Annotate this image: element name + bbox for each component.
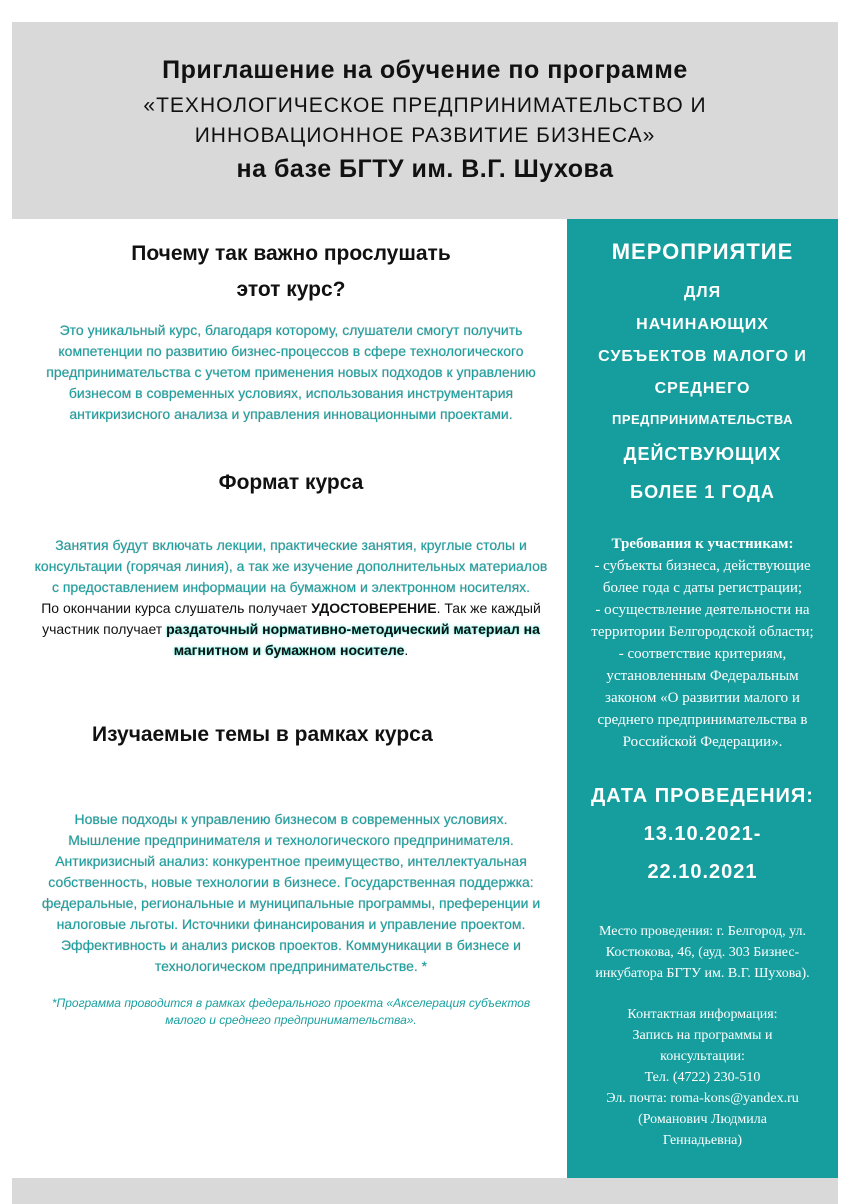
event-acting: ДЕЙСТВУЮЩИХ — [623, 444, 782, 464]
requirements-title: Требования к участникам: — [611, 536, 794, 552]
venue-info: Место проведения: г. Белгород, ул. Костюкова, 46, (ауд. 303 Бизнес-инкубатора БГТУ им. В.Г. Шухова). — [595, 924, 810, 981]
date-end: 22.10.2021 — [647, 861, 758, 883]
why-text: Это уникальный курс, благодаря которому, слушатели смогут получить компетенции по развитию бизнес-процессов в сфере технологического предпринимательства с учетом применения новых подходов к управлению бизнесом в современных условиях, использования инструментария антикризисного анализа и управления инновационными проектами. — [46, 322, 536, 422]
date-start: 13.10.2021- — [643, 823, 762, 845]
format-text: Занятия будут включать лекции, практические занятия, круглые столы и консультации (горячая линия), а так же изучение дополнительных материалов с предоставлением информации на бумажном и электронном носителях. — [34, 537, 548, 595]
event-year: БОЛЕЕ 1 ГОДА — [630, 482, 775, 502]
bottom-bar — [12, 1178, 838, 1204]
format-title: Формат курса — [218, 471, 364, 494]
footnote: *Программа проводится в рамках федерального проекта «Акселерация субъектов малого и среднего предпринимательства». — [51, 996, 531, 1027]
contact-person: (Романович Людмила Геннадьевна) — [638, 1112, 767, 1148]
topics-title: Изучаемые темы в рамках курса — [92, 723, 433, 746]
program-name-line2: ИННОВАЦИОННОЕ РАЗВИТИЕ БИЗНЕСА» — [194, 124, 656, 147]
header-title: Приглашение на обучение по программе — [162, 56, 688, 84]
cert-bold: УДОСТОВЕРЕНИЕ — [311, 600, 437, 616]
requirement-1: - субъекты бизнеса, действующие более года с даты регистрации; — [594, 558, 811, 596]
topics-text: Новые подходы к управлению бизнесом в современных условиях. Мышление предпринимателя и технологического предпринимателя. Антикризисный анализ: конкурентное преимущество, интеллектуальная собственность, новые технологии в бизнесе. Государственная поддержка: федеральные, региональные и муниципальные программы, преференции и налоговые льготы. Источники финансирования и управление проектом. Эффективность и анализ рисков проектов. Коммуникации в бизнесе и технологическом предпринимательстве. * — [41, 811, 541, 974]
handout-highlight: раздаточный нормативно-методический материал на магнитном и бумажном носителе — [166, 621, 540, 658]
requirement-2: - осуществление деятельности на территории Белгородской области; — [591, 602, 814, 640]
cert-prefix: По окончании курса слушатель получает — [41, 600, 312, 616]
requirement-3: - соответствие критериям, установленным Федеральным законом «О развитии малого и среднего предпринимательства в Российской Федерации». — [597, 646, 808, 750]
certificate-text — [26, 598, 556, 661]
header-banner — [12, 22, 838, 219]
cert-mid: . Так же каждый участник получает — [42, 600, 541, 637]
contact-title: Контактная информация: — [627, 1007, 778, 1022]
event-for: ДЛЯ — [683, 284, 722, 301]
event-title: МЕРОПРИЯТИЕ — [611, 239, 794, 264]
left-column — [26, 230, 556, 1029]
event-enterprise: ПРЕДПРИНИМАТЕЛЬСТВА — [612, 412, 793, 427]
cert-end: . — [404, 642, 409, 658]
date-title: ДАТА ПРОВЕДЕНИЯ: — [591, 785, 814, 807]
contact-email: Эл. почта: roma-kons@yandex.ru — [606, 1091, 799, 1106]
event-sidebar — [567, 219, 838, 1178]
program-name-line1: «ТЕХНОЛОГИЧЕСКОЕ ПРЕДПРИНИМАТЕЛЬСТВО И — [143, 94, 707, 117]
contact-signup: Запись на программы и консультации: — [632, 1028, 773, 1064]
header-venue: на базе БГТУ им. В.Г. Шухова — [236, 155, 614, 183]
why-title-line2: этот курс? — [236, 278, 346, 301]
contact-phone: Тел. (4722) 230-510 — [644, 1070, 761, 1085]
event-beginning: НАЧИНАЮЩИХ — [636, 316, 769, 333]
event-subjects: СУБЪЕКТОВ МАЛОГО И — [598, 348, 807, 365]
why-title-line1: Почему так важно прослушать — [131, 242, 451, 265]
event-medium: СРЕДНЕГО — [654, 380, 751, 397]
